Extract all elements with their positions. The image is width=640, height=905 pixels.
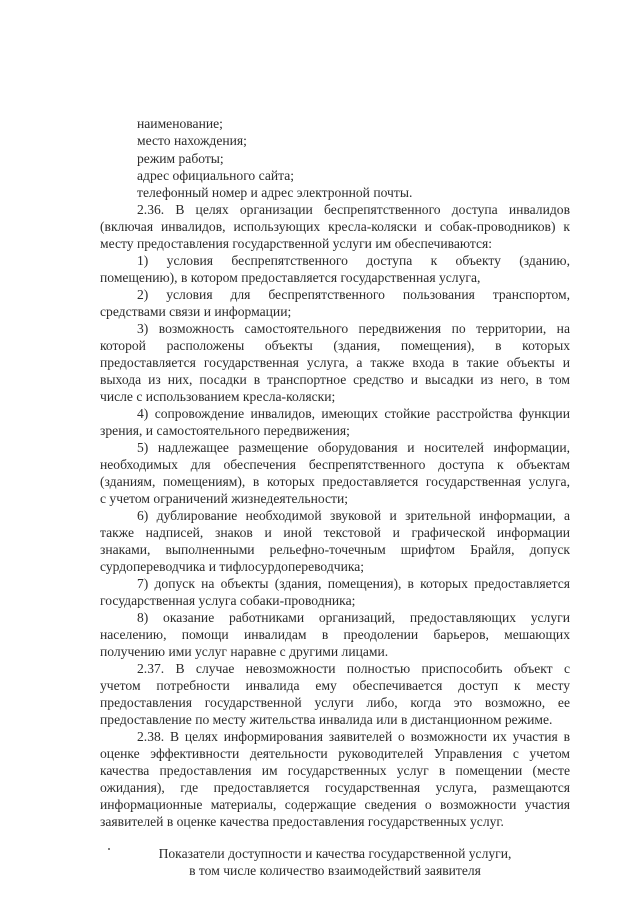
paragraph-line: предоставление по месту жительства инвалида или в дистанционном режиме. <box>100 712 553 727</box>
paragraph-line: 6) дублирование необходимой звуковой и зрительной информации, а <box>137 508 570 523</box>
list-item: режим работы; <box>137 151 224 166</box>
paragraph-line: качества предоставления им государственных услуг в помещении (месте <box>100 763 570 778</box>
paragraph-line: (зданиям, помещениям), в которых предоставляется государственная услуга, <box>100 474 570 489</box>
paragraph-line: оценке эффективности деятельности руководителей Управления с учетом <box>100 746 570 761</box>
paragraph-line: населению, помощи инвалидам в преодолении барьеров, мешающих <box>100 627 570 642</box>
paragraph-line: (включая инвалидов, использующих кресла-коляски и собак-проводников) к <box>100 219 570 234</box>
paragraph-line: сурдопереводчика и тифлосурдопереводчика; <box>100 559 365 574</box>
paragraph-line: числе с использованием кресла-коляски; <box>100 389 336 404</box>
paragraph-line: также надписей, знаков и иной текстовой и графической информации <box>100 525 570 540</box>
paragraph-line: 5) надлежащее размещение оборудования и носителей информации, <box>137 440 570 455</box>
paragraph-line: 2.36. В целях организации беспрепятственного доступа инвалидов <box>137 202 570 217</box>
paragraph-line: выхода из них, посадки в транспортное средство и высадки из него, в том <box>100 372 570 387</box>
list-item: место нахождения; <box>137 133 247 148</box>
section-heading: Показатели доступности и качества государственной услуги, <box>158 846 512 861</box>
paragraph-line: необходимых для обеспечения беспрепятственного доступа к объектам <box>100 457 570 472</box>
paragraph-line: ожидания), где предоставляется государственная услуга, размещаются <box>100 780 570 795</box>
paragraph-line: месту предоставления государственной услуги им обеспечиваются: <box>100 236 493 251</box>
list-item: наименование; <box>137 116 223 131</box>
paragraph-line: 1) условия беспрепятственного доступа к объекту (зданию, <box>137 253 570 268</box>
paragraph-line: заявителей в оценке качества предоставления государственных услуг. <box>100 814 504 829</box>
list-item: телефонный номер и адрес электронной почты. <box>137 185 413 200</box>
paragraph-line: 2.38. В целях информирования заявителей о возможности их участия в <box>137 729 570 744</box>
scan-speck <box>108 848 110 850</box>
paragraph-line: 7) допуск на объекты (здания, помещения), в которых предоставляется <box>137 576 570 591</box>
paragraph-line: которой расположены объекты (здания, помещения), в которых <box>100 338 570 353</box>
paragraph-line: предоставления государственной услуги либо, когда это возможно, ее <box>100 695 570 710</box>
paragraph-line: с учетом ограничений жизнедеятельности; <box>100 491 349 506</box>
paragraph-line: 2.37. В случае невозможности полностью приспособить объект с <box>137 661 570 676</box>
paragraph-line: предоставляется государственная услуга, а также входа в такие объекты и <box>100 355 570 370</box>
paragraph-line: учетом потребности инвалида ему обеспечивается доступ к месту <box>100 678 570 693</box>
paragraph-line: знаками, выполненными рельефно-точечным шрифтом Брайля, допуск <box>100 542 570 557</box>
paragraph-line: 8) оказание работниками организаций, предоставляющих услуги <box>137 610 570 625</box>
paragraph-line: 3) возможность самостоятельного передвижения по территории, на <box>137 321 570 336</box>
paragraph-line: 2) условия для беспрепятственного пользования транспортом, <box>137 287 570 302</box>
paragraph-line: зрения, и самостоятельного передвижения; <box>100 423 350 438</box>
paragraph-line: государственная услуга собаки-проводника; <box>100 593 356 608</box>
section-heading: в том числе количество взаимодействий заявителя <box>189 863 481 878</box>
paragraph-line: помещению), в котором предоставляется государственная услуга, <box>100 270 481 285</box>
list-item: адрес официального сайта; <box>137 168 295 183</box>
paragraph-line: 4) сопровождение инвалидов, имеющих стойкие расстройства функции <box>137 406 570 421</box>
paragraph-line: получению ими услуг наравне с другими лицами. <box>100 644 389 659</box>
paragraph-line: информационные материалы, содержащие сведения о возможности участия <box>100 797 570 812</box>
paragraph-line: средствами связи и информации; <box>100 304 292 319</box>
